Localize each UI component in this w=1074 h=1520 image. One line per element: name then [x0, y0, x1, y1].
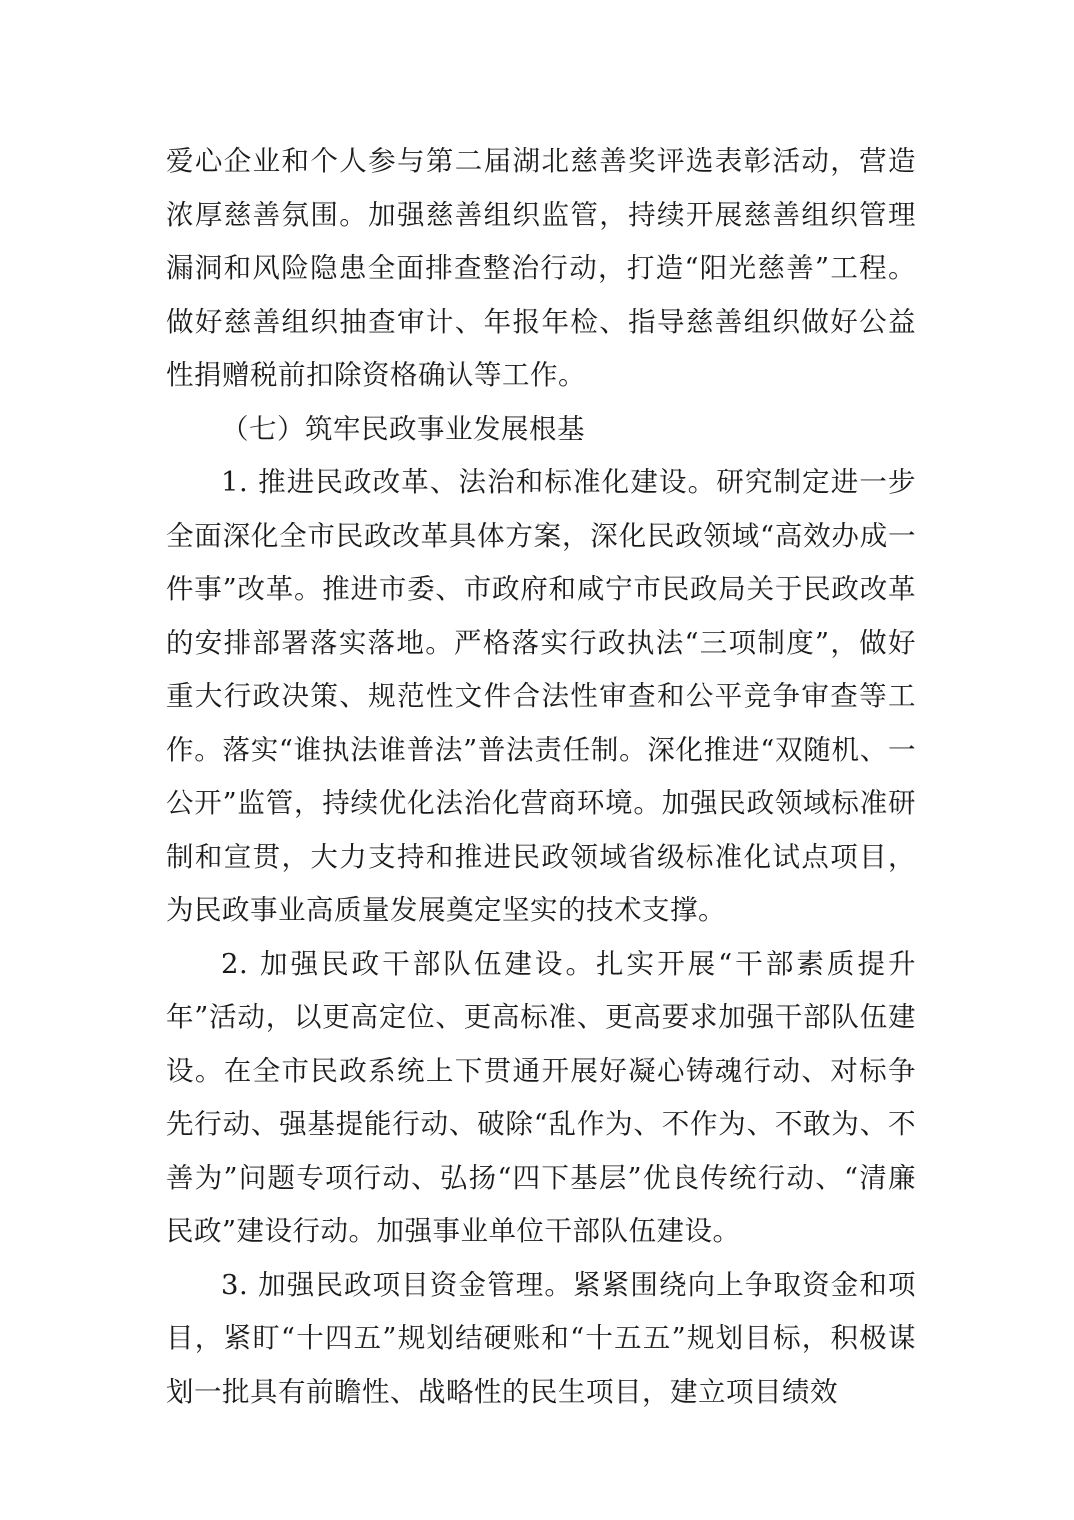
section-heading: （七）筑牢民政事业发展根基	[221, 412, 585, 445]
paragraph-item-3: 3. 加强民政项目资金管理。紧紧围绕向上争取资金和项目，紧盯“十四五”规划结硬账和“十五五”规划目标，积极谋划一批具有前瞻性、战略性的民生项目，建立项目绩效	[166, 1268, 916, 1408]
paragraph-continuation: 爱心企业和个人参与第二届湖北慈善奖评选表彰活动，营造浓厚慈善氛围。加强慈善组织监管，持续开展慈善组织管理漏洞和风险隐患全面排查整治行动，打造“阳光慈善”工程。做好慈善组织抽查审计、年报年检、指导慈善组织做好公益性捐赠税前扣除资格确认等工作。	[166, 145, 916, 391]
body-text	[166, 135, 916, 1419]
paragraph-item-1: 1. 推进民政改革、法治和标准化建设。研究制定进一步全面深化全市民政改革具体方案，深化民政领域“高效办成一件事”改革。推进市委、市政府和咸宁市民政局关于民政改革的安排部署落实落地。严格落实行政执法“三项制度”，做好重大行政决策、规范性文件合法性审查和公平竞争审查等工作。落实“谁执法谁普法”普法责任制。深化推进“双随机、一公开”监管，持续优化法治化营商环境。加强民政领域标准研制和宣贯，大力支持和推进民政领域省级标准化试点项目，为民政事业高质量发展奠定坚实的技术支撑。	[166, 466, 916, 926]
paragraph-item-2: 2. 加强民政干部队伍建设。扎实开展“干部素质提升年”活动，以更高定位、更高标准、更高要求加强干部队伍建设。在全市民政系统上下贯通开展好凝心铸魂行动、对标争先行动、强基提能行动、破除“乱作为、不作为、不敢为、不善为”问题专项行动、弘扬“四下基层”优良传统行动、“清廉民政”建设行动。加强事业单位干部队伍建设。	[166, 947, 916, 1247]
